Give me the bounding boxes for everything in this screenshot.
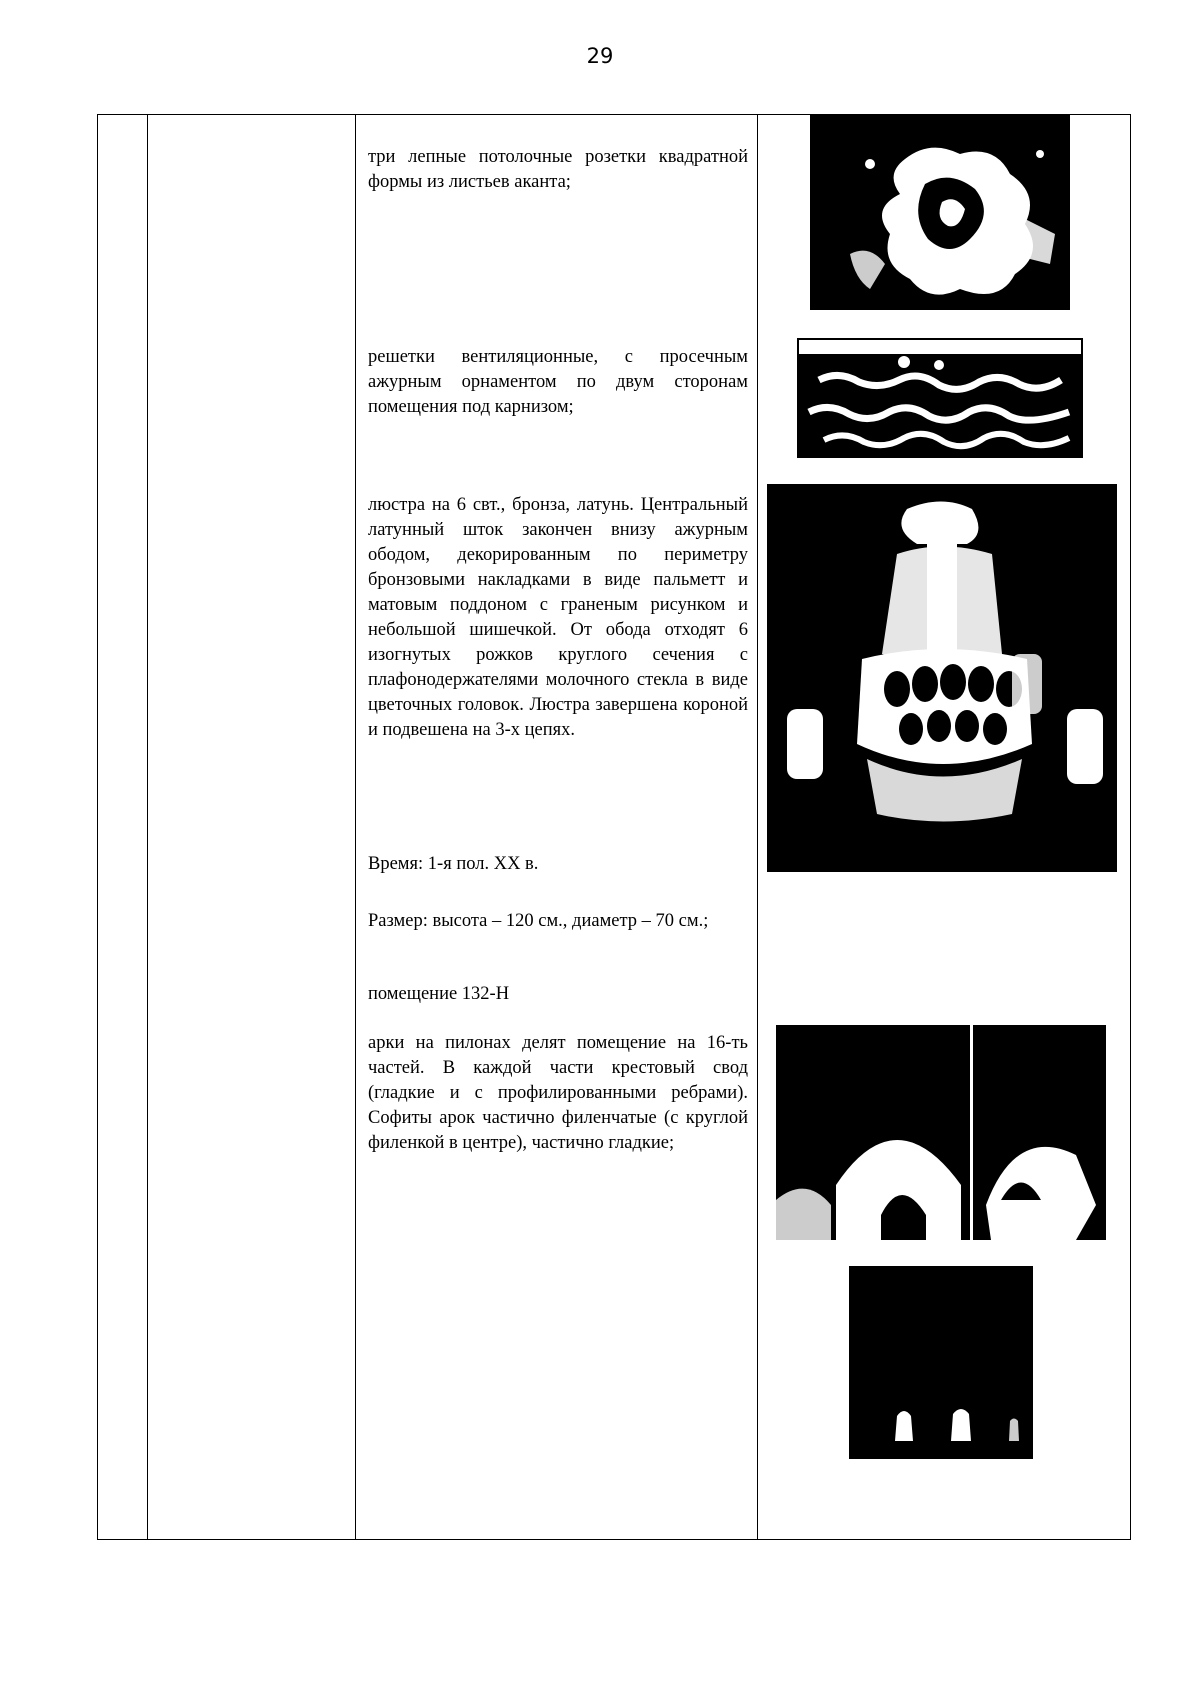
entry-chandelier: люстра на 6 свт., бронза, латунь. Центральный латунный шток закончен внизу ажурным ободом, декорированным по периметру бронзовыми накладками в виде пальметт и матовым поддоном с граненым рисунком и небольшой шишечкой. От обода отходят 6 изогнутых рожков круглого сечения с плафонодержателями молочного стекла в виде цветочных головок. Люстра завершена короной и подвешена на 3-х цепях.	[368, 495, 748, 740]
entry-ventilation-grilles: решетки вентиляционные, с просечным ажурным орнаментом по двум сторонам помещения под карнизом;	[368, 347, 748, 417]
column-divider	[147, 115, 148, 1539]
entry-size: Размер: высота – 120 см., диаметр – 70 см.;	[368, 911, 709, 931]
entry-ceiling-rosettes: три лепные потолочные розетки квадратной формы из листьев аканта;	[368, 147, 748, 192]
column-divider	[757, 115, 758, 1539]
chandelier-photo	[767, 484, 1117, 872]
arches-photo	[776, 1025, 1106, 1240]
ventilation-grille-photo	[797, 338, 1083, 458]
vault-photo	[849, 1266, 1033, 1459]
entry-arches: арки на пилонах делят помещение на 16-ть частей. В каждой части крестовый свод (гладкие и с профилированными ребрами). Софиты арок частично филенчатые (с круглой филенкой в центре), частично гладкие;	[368, 1033, 748, 1153]
ceiling-rosette-photo	[810, 114, 1070, 310]
page-number: 29	[586, 44, 614, 68]
entry-period: Время: 1-я пол. XX в.	[368, 854, 539, 874]
entry-room-title: помещение 132-Н	[368, 984, 510, 1004]
column-divider	[355, 115, 356, 1539]
